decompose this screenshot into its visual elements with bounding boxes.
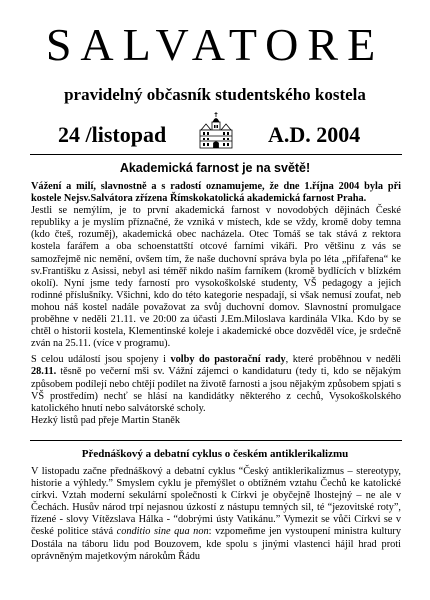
text-run: těsně po večerní mši sv. Vážní zájemci o kandidaturu (tedy ti, kdo se nějakým způsobem podílejí nebo chtějí podílet na životě farnosti a jsou nějakým způsobem spjati s VŠ prostředím) nechť se hlásí na kandidátky některého z cechů, Vysokoškolského katolického hnutí nebo salvátorské scholy. bbox=[31, 366, 401, 414]
text-run-bold: 28.11. bbox=[31, 366, 57, 378]
section-paragraph bbox=[31, 466, 401, 563]
masthead-title: SALVATORE bbox=[45, 19, 385, 70]
article-body bbox=[31, 181, 401, 427]
issue-number: 24 /listopad bbox=[58, 122, 167, 147]
article-lead: Vážení a milí, slavnostně a s radostí oznamujeme, že dne 1.října 2004 byla při kostele Nejsv.Salvátora zřízena Římskokatolická akademická farnost Praha. bbox=[31, 181, 401, 205]
text-run-bold: volby do pastorační rady bbox=[170, 354, 286, 366]
article-paragraph: Jestli se nemýlím, je to první akademická farnost v novodobých dějinách České republiky a je myslím příznačné, že vzniká v místech, kde se vždy, kromě doby temna (kdo čteš, rozuměj), akademická obec nacházela. Otec Tomáš se tak stává z rektora kostela farářem a oba schoenstattští otcové farními vikáři. Pro většinu z vás se samozřejmě nic nemění, ovšem tím, že naše duchovní správa byla po léta „přifařena“ ke sv.Františku z Asissi, nebyl asi téměř nikdo naším farníkem (kromě bydlících v blízkém okolí). Nyní jsme tedy farností pro vysokoškolské studenty, VŠ pedagogy a jejich rodinné příslušníky. Všichni, kdo do této kategorie nespadají, si však nemusí zoufat, neb mohou náš kostel nadále považovat za svůj duchovní domov. Slavnostní promulgace proběhne v neděli 21.11. ve 20:00 za účasti J.Em.Miloslava kardinála Vlka. Kdo by se chtěl o historii kostela, Klementinské koleje i akademické obce dozvěděl více, je srdečně zván na 25.11. (více v programu). bbox=[31, 205, 401, 350]
masthead-subtitle: pravidelný občasník studentského kostela bbox=[64, 85, 366, 104]
section-divider bbox=[30, 440, 402, 441]
issue-line bbox=[0, 110, 430, 152]
top-divider bbox=[30, 154, 402, 155]
article-paragraph-elections bbox=[31, 354, 401, 414]
issue-year: A.D. 2004 bbox=[268, 122, 361, 147]
church-icon bbox=[198, 110, 234, 150]
article-headline: Akademická farnost je na světě! bbox=[119, 161, 311, 175]
article-signature: Hezký listů pad přeje Martin Staněk bbox=[31, 414, 180, 426]
text-run: S celou událostí jsou spojeny i bbox=[31, 354, 171, 366]
section-body bbox=[31, 466, 401, 563]
section-headline: Přednáškový a debatní cyklus o českém antiklerikalizmu bbox=[81, 448, 349, 460]
text-run: : vzpomeňme jen vystoupení ministra kultury Dostála na táboru lidu pod Bouzovem, kde spolu s jinými vlastenci hájil hrad proti oprávněným majetkovým nárokům Řádu bbox=[31, 526, 401, 562]
text-run: V listopadu začne přednáškový a debatní cyklus “Český antiklerikalizmus – stereotypy, historie a výhledy.” Smyslem cyklu je přemýšlet o obtížném vztahu Čechů ke katolické církvi. Vztah moderní sekulární společnosti k Církvi je obyčejně lhostejný – ne ale v Čechách. Husův národ trpí nejasnou úzkostí z nástupu temných sil, té “jezovitské roty”, řízené - slovy Vítězslava Hálka - “dobrými ústy Vatikánu.” Vymezit se vůči Církvi se v české politice stává bbox=[31, 466, 401, 538]
text-run: , které proběhnou v neděli bbox=[285, 354, 402, 366]
text-run-italic: conditio sine qua non bbox=[116, 526, 209, 538]
